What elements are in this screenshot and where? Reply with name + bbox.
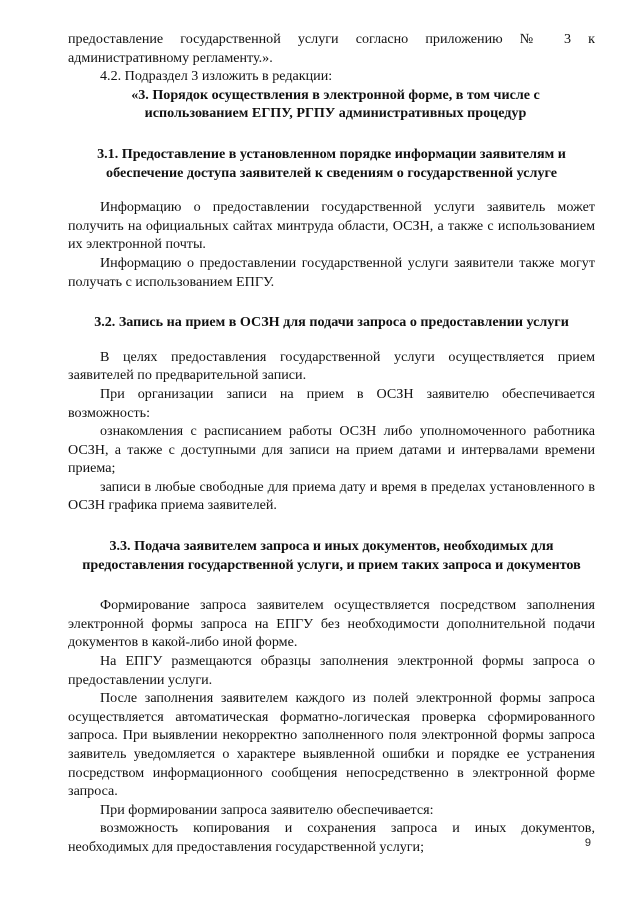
- s32-paragraph-4: записи в любые свободные для приема дату и время в пределах установленного в ОСЗН графика приема заявителей.: [68, 478, 595, 514]
- subsection-3-3-title: 3.3. Подача заявителем запроса и иных документов, необходимых для предоставления государственной услуги, и прием таких запроса и документов: [82, 538, 581, 573]
- s33-paragraph-5: возможность копирования и сохранения запроса и иных документов, необходимых для предоставления государственной услуги;: [68, 820, 595, 855]
- s32-paragraph-2: При организации записи на прием в ОСЗН заявителю обеспечивается возможность:: [68, 385, 595, 421]
- subsection-3-2-title: 3.2. Запись на прием в ОСЗН для подачи запроса о предоставлении услуги: [94, 314, 569, 331]
- intro-continuation: предоставление государственной услуги согласно приложению № 3 к административному регламенту.».: [68, 31, 595, 66]
- s31-paragraph-2: Информацию о предоставлении государственной услуги заявители также могут получать с использованием ЕПГУ.: [68, 254, 595, 290]
- s33-paragraph-2: На ЕПГУ размещаются образцы заполнения электронной формы запроса о предоставлении услуги.: [68, 653, 595, 688]
- s33-paragraph-4: При формировании запроса заявителю обеспечивается:: [100, 801, 434, 818]
- section-title: «3. Порядок осуществления в электронной форме, в том числе с использованием ЕГПУ, РГПУ административных процедур: [131, 86, 540, 122]
- document-page: [68, 30, 595, 857]
- intro-amendment: 4.2. Подраздел 3 изложить в редакции:: [100, 68, 333, 85]
- subsection-3-1-title: 3.1. Предоставление в установленном порядке информации заявителям и обеспечение доступа заявителей к сведениям о государственной услуге: [97, 145, 566, 181]
- s32-paragraph-3: ознакомления с расписанием работы ОСЗН либо уполномоченного работника ОСЗН, а также с доступными для записи на прием датами и интервалами времени приема;: [68, 423, 595, 477]
- s31-paragraph-1: Информацию о предоставлении государственной услуги заявитель может получить на официальных сайтах минтруда области, ОСЗН, а также с использованием их электронной почты.: [68, 199, 595, 253]
- s33-paragraph-1: Формирование запроса заявителем осуществляется посредством заполнения электронной формы запроса на ЕПГУ без необходимости дополнительной подачи документов в какой-либо иной форме.: [68, 597, 595, 651]
- s33-paragraph-3: После заполнения заявителем каждого из полей электронной формы запроса осуществляется автоматическая форматно-логическая проверка сформированного запроса. При выявлении некорректно заполненного поля электронной формы запроса заявитель уведомляется о характере выявленной ошибки и порядке ее устранения посредством информационного сообщения непосредственно в электронной форме запроса.: [68, 690, 595, 800]
- page-number: 9: [584, 837, 591, 849]
- s32-paragraph-1: В целях предоставления государственной услуги осуществляется прием заявителей по предварительной записи.: [68, 348, 595, 384]
